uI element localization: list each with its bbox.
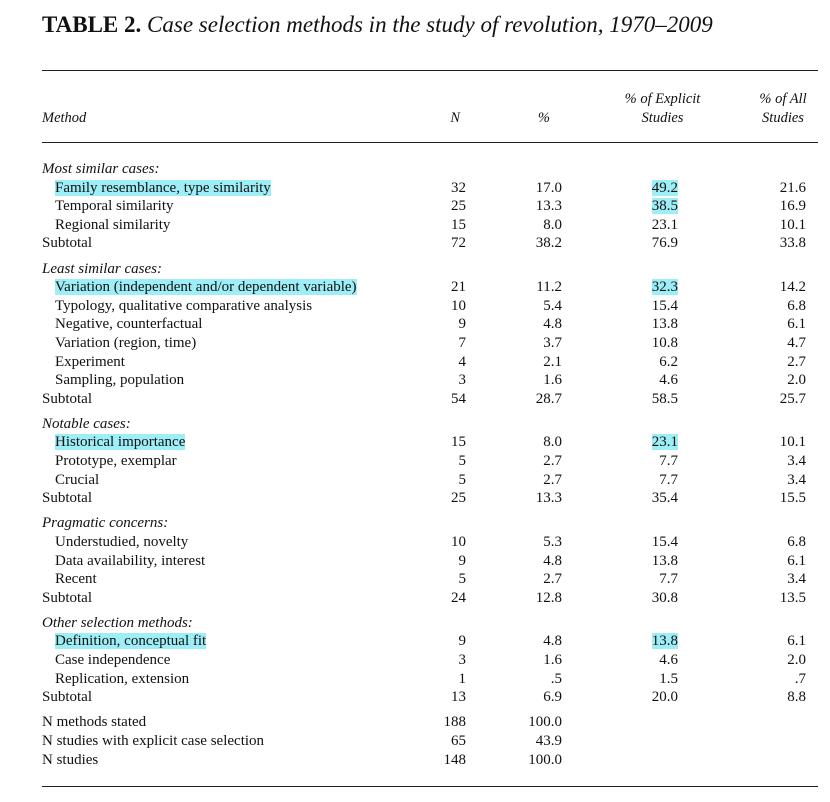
row-pct-all: 3.4 bbox=[787, 453, 806, 469]
row-pct: 3.7 bbox=[543, 334, 562, 351]
row-method: Variation (independent and/or dependent variable) bbox=[55, 279, 357, 296]
row-pct-explicit: 7.7 bbox=[659, 571, 678, 588]
row-n: 7 bbox=[458, 334, 466, 351]
row-pct: 5.4 bbox=[543, 297, 562, 314]
subtotal-n: 54 bbox=[451, 390, 466, 407]
section-title: Other selection methods: bbox=[42, 614, 193, 631]
row-pct-all: 6.8 bbox=[787, 297, 806, 314]
section-title: Pragmatic concerns: bbox=[42, 515, 169, 532]
row-n: 10 bbox=[451, 533, 466, 550]
total-pct: 43.9 bbox=[535, 732, 562, 749]
row-n: 5 bbox=[458, 453, 466, 469]
header-n: N bbox=[450, 110, 460, 126]
subtotal-n: 24 bbox=[451, 589, 466, 606]
row-pct: 1.6 bbox=[543, 372, 562, 389]
subtotal-pct-all: 25.7 bbox=[779, 390, 806, 407]
row-method: Experiment bbox=[55, 353, 125, 370]
subtotal-label: Subtotal bbox=[42, 589, 93, 606]
row-method: Definition, conceptual fit bbox=[55, 633, 207, 650]
table-label: TABLE 2. bbox=[42, 12, 142, 37]
total-label: N studies bbox=[42, 751, 99, 768]
row-pct-explicit: 13.8 bbox=[651, 552, 678, 569]
row-pct-all: 6.8 bbox=[787, 533, 806, 550]
total-pct: 100.0 bbox=[528, 751, 562, 768]
row-pct: 2.7 bbox=[543, 471, 562, 488]
row-method: Case independence bbox=[55, 652, 171, 668]
subtotal-pct-all: 8.8 bbox=[787, 689, 806, 706]
row-method: Prototype, exemplar bbox=[55, 453, 177, 469]
row-method: Variation (region, time) bbox=[55, 334, 197, 351]
subtotal-label: Subtotal bbox=[42, 490, 93, 507]
table-caption: Case selection methods in the study of revolution, 1970–2009 bbox=[147, 12, 713, 37]
row-pct-all: 3.4 bbox=[787, 471, 806, 488]
row-pct-all: 3.4 bbox=[787, 571, 806, 588]
row-pct-explicit: 15.4 bbox=[651, 533, 678, 550]
subtotal-pct: 38.2 bbox=[535, 235, 562, 252]
row-pct-all: 16.9 bbox=[779, 198, 806, 215]
subtotal-pct-explicit: 58.5 bbox=[651, 390, 678, 407]
row-pct: 2.7 bbox=[543, 453, 562, 469]
row-method: Typology, qualitative comparative analysis bbox=[55, 297, 313, 314]
row-pct-explicit: 15.4 bbox=[651, 297, 678, 314]
total-n: 65 bbox=[451, 732, 466, 749]
total-n: 188 bbox=[443, 714, 466, 731]
header-rule bbox=[42, 142, 818, 143]
row-pct-all: 10.1 bbox=[779, 216, 806, 233]
row-pct: 4.8 bbox=[543, 633, 562, 650]
row-pct: 2.7 bbox=[543, 571, 562, 588]
subtotal-pct-explicit: 35.4 bbox=[651, 490, 678, 507]
row-method: Sampling, population bbox=[55, 372, 185, 389]
row-pct-all: 6.1 bbox=[787, 633, 806, 650]
header-explicit: % of Explicit Studies bbox=[624, 91, 701, 126]
row-n: 9 bbox=[458, 633, 466, 650]
subtotal-n: 72 bbox=[451, 235, 466, 252]
row-n: 9 bbox=[458, 316, 466, 333]
subtotal-pct: 13.3 bbox=[535, 490, 562, 507]
row-pct-all: 2.0 bbox=[787, 372, 806, 389]
row-pct-all: 6.1 bbox=[787, 552, 806, 569]
row-pct-all: 4.7 bbox=[787, 334, 806, 351]
top-rule bbox=[42, 70, 818, 71]
row-pct: 13.3 bbox=[535, 198, 562, 215]
row-n: 15 bbox=[451, 216, 466, 233]
table-title bbox=[42, 12, 713, 38]
row-pct: 5.3 bbox=[543, 533, 562, 550]
row-pct-explicit: 7.7 bbox=[659, 453, 678, 469]
row-method: Historical importance bbox=[55, 434, 186, 451]
section-title: Least similar cases: bbox=[42, 260, 162, 277]
row-method: Understudied, novelty bbox=[55, 533, 189, 550]
subtotal-pct: 12.8 bbox=[535, 589, 562, 606]
row-n: 3 bbox=[458, 652, 466, 668]
subtotal-pct-explicit: 76.9 bbox=[651, 235, 678, 252]
row-n: 10 bbox=[451, 297, 466, 314]
row-n: 4 bbox=[458, 353, 466, 370]
row-pct: 8.0 bbox=[543, 216, 562, 233]
row-pct-all: 21.6 bbox=[779, 179, 806, 196]
total-label: N methods stated bbox=[42, 714, 147, 731]
header-pct: % bbox=[537, 110, 550, 126]
row-pct-explicit: 38.5 bbox=[651, 198, 678, 215]
row-pct-all: 2.7 bbox=[787, 353, 806, 370]
row-method: Temporal similarity bbox=[55, 198, 174, 215]
row-pct-all: 10.1 bbox=[779, 434, 806, 451]
row-method: Data availability, interest bbox=[55, 552, 206, 569]
row-pct-explicit: 7.7 bbox=[659, 471, 678, 488]
section-title: Notable cases: bbox=[42, 415, 131, 432]
row-pct: 11.2 bbox=[536, 279, 562, 296]
row-pct: 4.8 bbox=[543, 552, 562, 569]
row-method: Crucial bbox=[55, 471, 100, 488]
row-pct: 17.0 bbox=[535, 179, 562, 196]
total-label: N studies with explicit case selection bbox=[42, 732, 265, 749]
subtotal-n: 13 bbox=[451, 689, 466, 706]
subtotal-n: 25 bbox=[451, 490, 466, 507]
subtotal-pct-explicit: 20.0 bbox=[651, 689, 678, 706]
row-pct-explicit: 10.8 bbox=[651, 334, 678, 351]
subtotal-label: Subtotal bbox=[42, 689, 93, 706]
row-pct: 1.6 bbox=[543, 652, 562, 668]
row-pct-all: 6.1 bbox=[787, 316, 806, 333]
row-n: 25 bbox=[451, 198, 466, 215]
row-n: 5 bbox=[458, 571, 466, 588]
row-pct-explicit: 4.6 bbox=[659, 372, 678, 389]
subtotal-pct: 6.9 bbox=[543, 689, 562, 706]
row-pct-all: 2.0 bbox=[787, 652, 806, 668]
row-pct-explicit: 13.8 bbox=[651, 316, 678, 333]
row-pct-explicit: 23.1 bbox=[651, 434, 678, 451]
row-method: Recent bbox=[55, 571, 97, 588]
row-pct-explicit: 49.2 bbox=[651, 179, 678, 196]
row-pct-explicit: 6.2 bbox=[659, 353, 678, 370]
row-n: 32 bbox=[451, 179, 466, 196]
row-pct: 4.8 bbox=[543, 316, 562, 333]
row-n: 1 bbox=[458, 670, 466, 687]
row-pct-all: .7 bbox=[794, 670, 806, 687]
row-pct: 2.1 bbox=[543, 353, 562, 370]
row-method: Negative, counterfactual bbox=[55, 316, 203, 333]
row-pct-all: 14.2 bbox=[779, 279, 806, 296]
row-pct-explicit: 4.6 bbox=[659, 652, 678, 668]
row-n: 21 bbox=[451, 279, 466, 296]
row-pct: .5 bbox=[550, 670, 562, 687]
row-n: 3 bbox=[458, 372, 466, 389]
subtotal-pct-explicit: 30.8 bbox=[651, 589, 678, 606]
row-pct-explicit: 23.1 bbox=[651, 216, 678, 233]
row-n: 9 bbox=[458, 552, 466, 569]
subtotal-pct-all: 33.8 bbox=[779, 235, 806, 252]
row-method: Regional similarity bbox=[55, 216, 171, 233]
bottom-rule bbox=[42, 786, 818, 787]
subtotal-label: Subtotal bbox=[42, 235, 93, 252]
row-pct-explicit: 13.8 bbox=[651, 633, 678, 650]
row-n: 15 bbox=[451, 434, 466, 451]
header-all: % of All Studies bbox=[759, 91, 807, 126]
row-pct: 8.0 bbox=[543, 434, 562, 451]
subtotal-pct: 28.7 bbox=[535, 390, 562, 407]
row-pct-explicit: 1.5 bbox=[659, 670, 678, 687]
row-n: 5 bbox=[458, 471, 466, 488]
total-n: 148 bbox=[443, 751, 466, 768]
subtotal-pct-all: 15.5 bbox=[779, 490, 806, 507]
row-pct-explicit: 32.3 bbox=[651, 279, 678, 296]
row-method: Family resemblance, type similarity bbox=[55, 179, 271, 196]
subtotal-pct-all: 13.5 bbox=[779, 589, 806, 606]
row-method: Replication, extension bbox=[55, 670, 190, 687]
total-pct: 100.0 bbox=[528, 714, 562, 731]
subtotal-label: Subtotal bbox=[42, 390, 93, 407]
section-title: Most similar cases: bbox=[42, 161, 160, 177]
header-method: Method bbox=[42, 110, 87, 126]
